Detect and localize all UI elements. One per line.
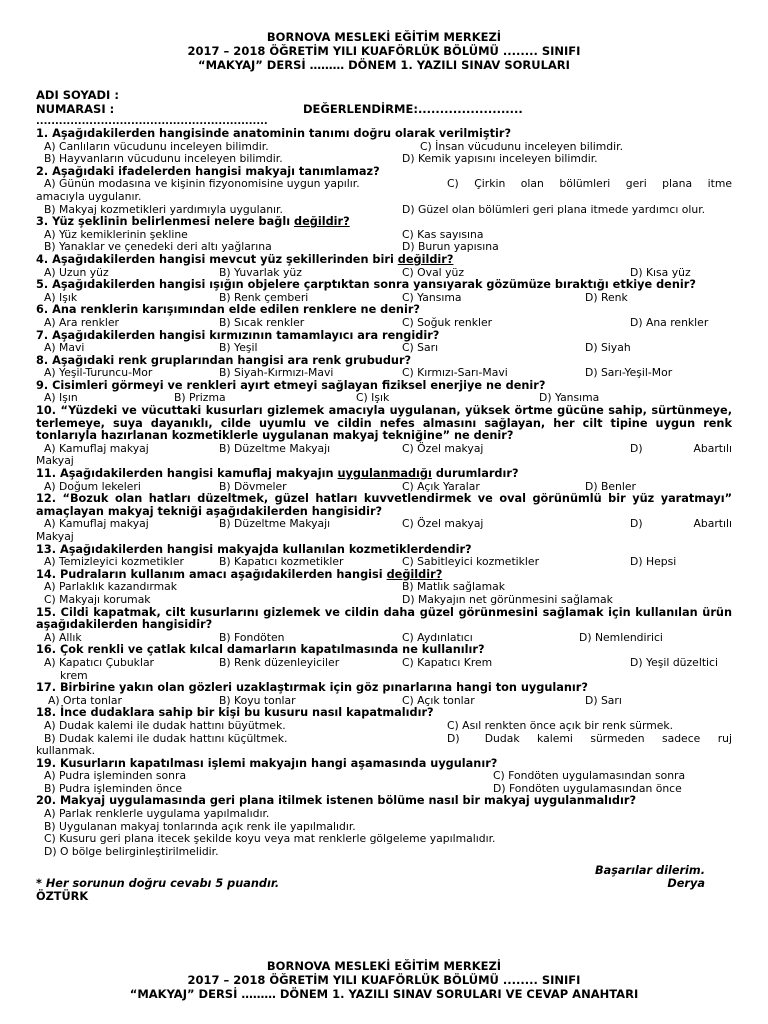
option: C) Oval yüz [402,265,465,279]
question-8: 8. Aşağıdaki renk gruplarından hangisi ara renk grubudur? [36,353,412,367]
option: B) Sıcak renkler [219,315,305,329]
option: C) Kapatıcı Krem [402,655,493,669]
dotted-line: ............................................................. [36,116,268,127]
option: B) Renk düzenleyiciler [219,655,340,669]
option: C) Fondöten uygulamasından sonra [493,769,686,783]
option: D) Renk [585,290,628,304]
option: C) Sarı [402,341,439,355]
question-18: 18. İnce dudaklara sahip bir kişi bu kusuru nasıl kapatmalıdır? [36,706,434,720]
year-department: 2017 – 2018 ÖĞRETİM YILI KUAFÖRLÜK BÖLÜMÜ ........ SINIFI [187,44,581,58]
year-department: 2017 – 2018 ÖĞRETİM YILI KUAFÖRLÜK BÖLÜMÜ ........ SINIFI [187,973,581,988]
option: A) Allık [44,630,82,644]
question-list [36,128,732,858]
exam-title: “MAKYAJ” DERSİ ……… DÖNEM 1. YAZILI SINAV SORULARI [198,58,570,72]
option: D) Güzel olan bölümleri geri plana itmede yardımcı olur. [402,202,706,216]
option: C) Çirkin olan bölümleri geri plana itme [447,177,732,191]
option: D) Yansıma [539,391,600,405]
option: B) Siyah-Kırmızı-Mavi [219,366,334,380]
option: A) Uzun yüz [44,265,109,279]
option: B) Matlık sağlamak [402,580,505,594]
exam-header [36,30,732,72]
option: C) Işık [356,391,390,405]
option: A) Kamuflaj makyaj [44,517,149,531]
option: A) Canlıların vücudunu inceleyen bilimdir. [44,139,269,153]
option: A) Doğum lekeleri [44,479,141,493]
option: A) Parlaklık kazandırmak [44,580,177,594]
option: D) Nemlendirici [579,630,663,644]
answer-key-header [36,959,732,1001]
option: A) Günün modasına ve kişinin fizyonomisine uygun yapılır. [44,177,360,191]
question-6: 6. Ana renklerin karışımından elde edilen renklere ne denir? [36,303,420,317]
number-label: NUMARASI : [36,102,115,116]
question-14: 14. Pudraların kullanım amacı aşağıdakilerden hangisi değildir? [36,567,443,581]
option: A) Dudak kalemi ile dudak hattını büyütmek. [44,718,286,732]
teacher-last-name: ÖZTÜRK [36,890,89,904]
option: A) Ara renkler [44,315,119,329]
good-luck-text: Başarılar dilerim. [594,864,705,878]
option-continuation: Makyaj [36,530,74,543]
evaluation-label: DEĞERLENDİRME:........................ [303,102,523,116]
option: A) Pudra işleminden sonra [44,769,187,783]
question-7: 7. Aşağıdakilerden hangisi kırmızının tamamlayıcı ara rengidir? [36,328,440,342]
option: C) Açık tonlar [402,693,475,707]
option: B) Uygulanan makyaj tonlarında açık renk ile yapılmalıdır. [44,819,356,833]
option: D) Ana renkler [630,315,709,329]
option: C) Açık Yaralar [402,479,480,493]
option: D) [447,731,460,745]
option: A) Işın [44,391,78,405]
question-12: 12. “Bozuk olan hatları düzeltmek, güzel hatları kuvvetlendirmek ve oval görünümlü bir yüz yaratmayı” amaçlayan makyaj tekniği aşağıdakilerden hangisidir? [36,492,732,518]
option: B) Yanaklar ve çenedeki deri altı yağlarına [44,240,272,254]
question-19: 19. Kusurların kapatılması işlemi makyajın hangi aşamasında uygulanır? [36,756,498,770]
option: A) Yeşil-Turuncu-Mor [44,366,153,380]
option: C) Makyajı korumak [44,592,151,606]
option: D) Kısa yüz [630,265,691,279]
option: B) Pudra işleminden önce [44,781,182,795]
option: D) [630,441,643,455]
option: Dudak kalemi sürmeden sadece ruj [484,731,732,745]
option-continuation: Makyaj [36,454,74,468]
option: B) Koyu tonlar [219,693,296,707]
option-continuation: krem [60,668,88,682]
option: B) Yeşil [219,341,258,355]
option: C) Sabitleyici kozmetikler [402,555,540,569]
option: Abartılı [693,517,732,531]
option: A) Işık [44,290,78,304]
option: D) Sarı [585,693,622,707]
option: B) Dövmeler [219,479,287,493]
option: A) Temizleyici kozmetikler [44,555,184,569]
question-16: 16. Çok renkli ve çatlak kılcal damarların kapatılmasında ne kullanılır? [36,643,485,657]
option: D) Hepsi [630,555,677,569]
option: B) Prizma [174,391,226,405]
question-1: 1. Aşağıdakilerden hangisinde anatominin tanımı doğru olarak verilmiştir? [36,127,512,140]
option: B) Dudak kalemi ile dudak hattını küçültmek. [44,731,288,745]
option: B) Fondöten [219,630,285,644]
school-name: BORNOVA MESLEKİ EĞİTİM MERKEZİ [266,959,502,974]
option: C) Aydınlatıcı [402,630,473,644]
option: A) Yüz kemiklerinin şekline [44,227,188,241]
question-13: 13. Aşağıdakilerden hangisi makyajda kullanılan kozmetiklerdendir? [36,542,472,556]
question-20: 20. Makyaj uygulamasında geri plana itilmek istenen bölüme nasıl bir makyaj uygulanmalıdır? [36,794,637,808]
question-2: 2. Aşağıdaki ifadelerden hangisi makyajı tanımlamaz? [36,164,380,178]
question-3: 3. Yüz şeklinin belirlenmesi nelere bağlı değildir? [36,215,350,229]
option: C) Asıl renkten önce açık bir renk sürmek. [447,718,674,732]
option: A) Mavi [44,341,85,355]
option: C) Özel makyaj [402,517,484,531]
option: D) O bölge belirginleştirilmelidir. [44,844,219,858]
option: D) [630,517,643,531]
question-10: 10. “Yüzdeki ve vücuttaki kusurları gizlemek amacıyla uygulanan, yüksek örtme gücüne sahip, sürtünmeye, terlemeye, suya dayanıklı, cilde uyumlu ve cildin nefes almasını sağlayan, her cilt tipine uygun renk tonlarıyla hazırlanan kozmetiklerle uygulanan makyaj tekniğine” ne denir? [36,404,732,443]
exam-footer [36,865,732,903]
question-9: 9. Cisimleri görmeyi ve renkleri ayırt etmeyi sağlayan fiziksel enerjiye ne denir? [36,378,546,392]
option: Abartılı [693,441,732,455]
option-continuation: amacıyla uygulanır. [36,189,142,203]
option: C) Kusuru geri plana itecek şekilde koyu veya mat renklerle gölgeleme yapılmalıdır. [44,832,496,846]
option: D) Benler [585,479,636,493]
option: D) Burun yapısına [402,240,499,254]
student-info [36,88,732,128]
name-label: ADI SOYADI : [36,88,119,102]
option: D) Sarı-Yeşil-Mor [585,366,673,380]
option: D) Fondöten uygulamasından önce [493,781,682,795]
option: C) Özel makyaj [402,441,484,455]
option: A) Parlak renklerle uygulama yapılmalıdır. [44,807,270,821]
question-11: 11. Aşağıdakilerden hangisi kamuflaj makyajın uygulanmadığı durumlardır? [36,467,519,481]
teacher-first-name: Derya [667,877,705,891]
option-continuation: kullanmak. [36,744,96,758]
question-15: 15. Cildi kapatmak, cilt kusurlarını gizlemek ve cildin daha güzel görünmesini sağlamak için kullanılan ürün aşağıdakilerden hangisidir? [36,605,732,632]
option: C) İnsan vücudunu inceleyen bilimdir. [420,139,624,153]
option: B) Yuvarlak yüz [219,265,302,279]
scoring-note: * Her sorunun doğru cevabı 5 puandır. [36,877,280,891]
option: B) Düzeltme Makyajı [219,441,331,455]
option: A) Orta tonlar [48,693,122,707]
option: B) Hayvanların vücudunu inceleyen bilimdir. [44,152,283,166]
option: B) Makyaj kozmetikleri yardımıyla uygulanır. [44,202,283,216]
option: B) Renk çemberi [219,290,309,304]
option: D) Kemik yapısını inceleyen bilimdir. [402,152,598,166]
option: A) Kamuflaj makyaj [44,441,149,455]
option: D) Makyajın net görünmesini sağlamak [402,592,613,606]
school-name: BORNOVA MESLEKİ EĞİTİM MERKEZİ [266,30,502,44]
question-17: 17. Birbirine yakın olan gözleri uzaklaştırmak için göz pınarlarına hangi ton uygulanır? [36,681,588,695]
option: A) Kapatıcı Çubuklar [44,655,154,669]
option: C) Soğuk renkler [402,315,493,329]
option: B) Düzeltme Makyajı [219,517,331,531]
option: C) Kas sayısına [402,227,484,241]
question-5: 5. Aşağıdakilerden hangisi ışığın objelere çarptıktan sonra yansıyarak gözümüze bıraktığı etkiye denir? [36,278,696,292]
option: D) Siyah [585,341,631,355]
exam-content [36,0,732,1001]
option: C) Yansıma [402,290,462,304]
option: D) Yeşil düzeltici [630,655,718,669]
question-4: 4. Aşağıdakilerden hangisi mevcut yüz şekillerinden biri değildir? [36,252,454,266]
answer-key-title: “MAKYAJ” DERSİ ……… DÖNEM 1. YAZILI SINAV SORULARI VE CEVAP ANAHTARI [129,987,639,1002]
option: C) Kırmızı-Sarı-Mavi [402,366,508,380]
option: B) Kapatıcı kozmetikler [219,555,344,569]
